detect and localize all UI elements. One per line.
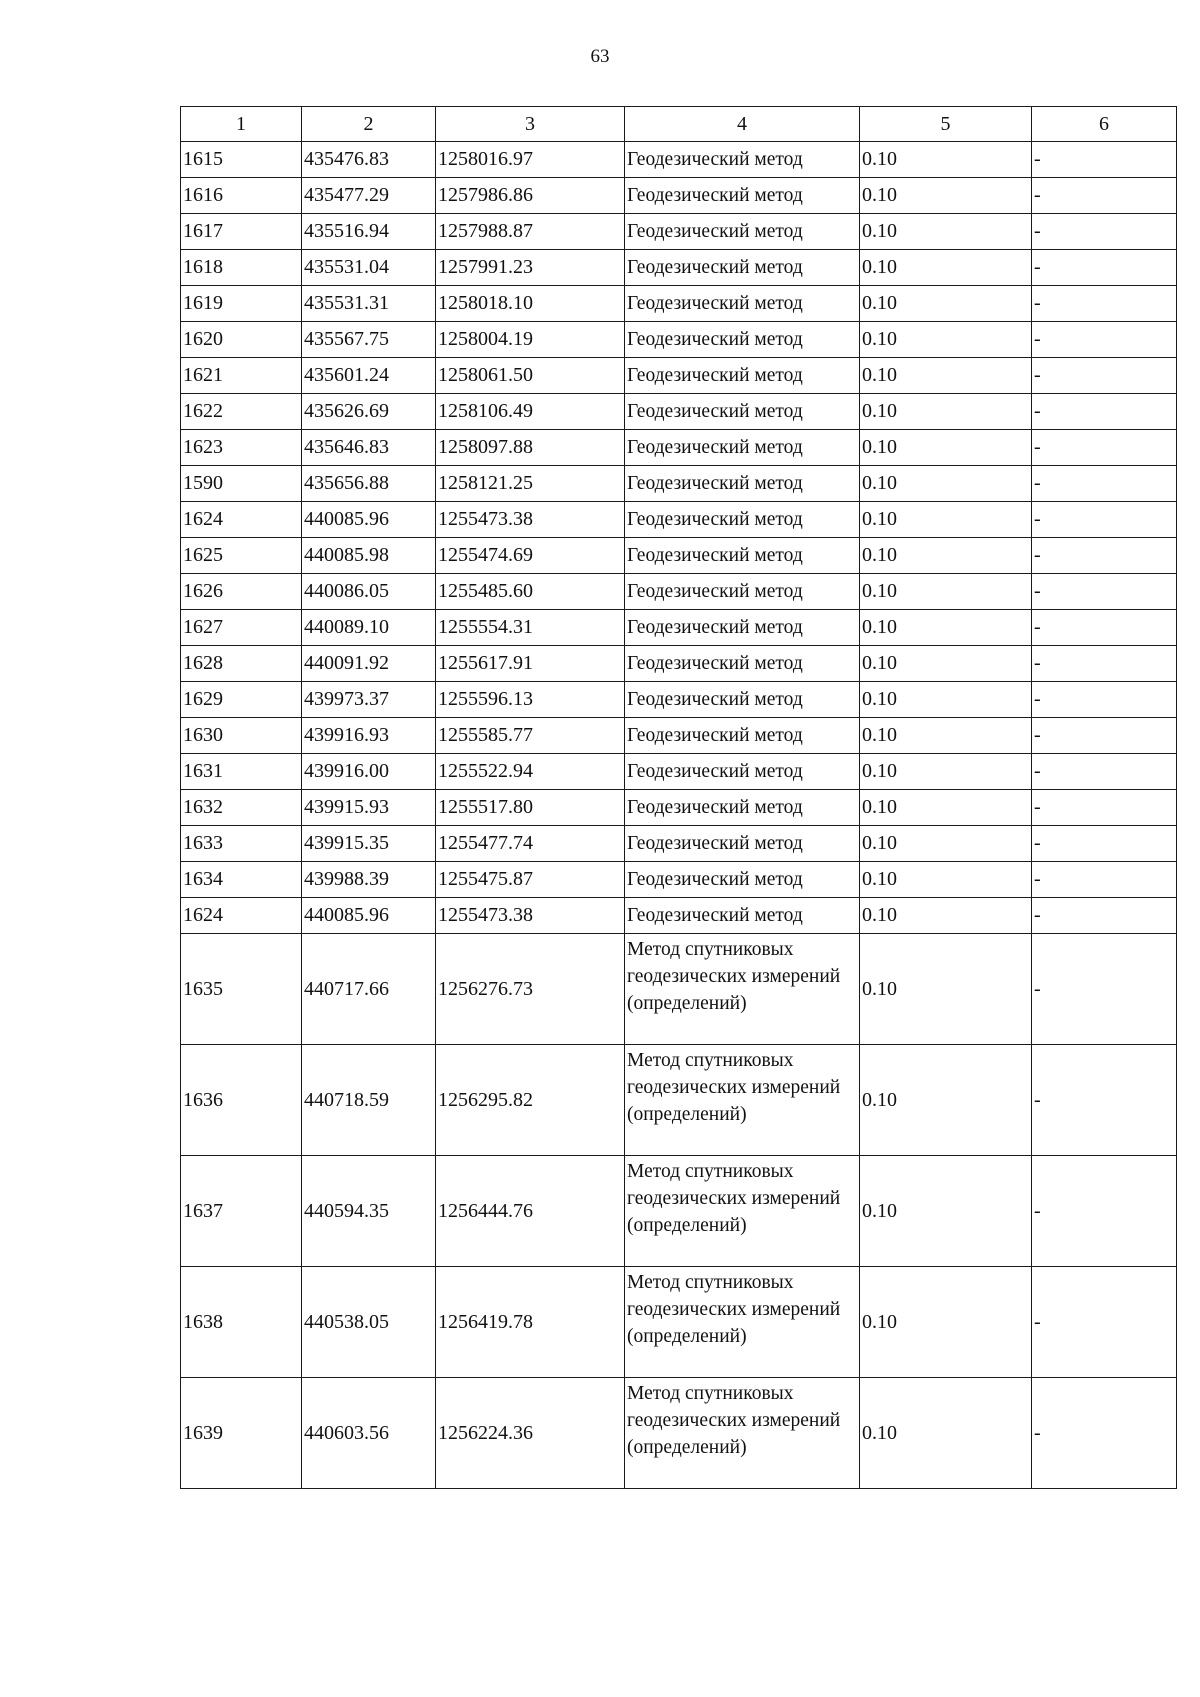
x-coordinate-cell: 435626.69 [302,394,436,430]
table-row [181,394,1177,430]
accuracy-cell: 0.10 [860,1267,1032,1378]
accuracy-cell: 0.10 [860,430,1032,466]
y-coordinate-cell: 1258018.10 [436,286,625,322]
note-cell: - [1032,898,1177,934]
method-cell: Геодезический метод [625,718,860,754]
note-cell: - [1032,862,1177,898]
accuracy-cell: 0.10 [860,1045,1032,1156]
x-coordinate-cell: 439915.93 [302,790,436,826]
note-cell: - [1032,286,1177,322]
column-header: 6 [1032,107,1177,142]
note-cell: - [1032,754,1177,790]
x-coordinate-cell: 440538.05 [302,1267,436,1378]
x-coordinate-cell: 439916.93 [302,718,436,754]
method-cell: Геодезический метод [625,250,860,286]
point-number-cell: 1626 [181,574,302,610]
table-row [181,934,1177,1045]
method-cell: Геодезический метод [625,394,860,430]
method-cell: Метод спутниковых геодезических измерений (определений) [625,1378,860,1489]
accuracy-cell: 0.10 [860,1378,1032,1489]
y-coordinate-cell: 1255474.69 [436,538,625,574]
x-coordinate-cell: 440085.96 [302,502,436,538]
accuracy-cell: 0.10 [860,394,1032,430]
y-coordinate-cell: 1258121.25 [436,466,625,502]
note-cell: - [1032,178,1177,214]
column-header: 3 [436,107,625,142]
accuracy-cell: 0.10 [860,466,1032,502]
x-coordinate-cell: 439915.35 [302,826,436,862]
x-coordinate-cell: 440086.05 [302,574,436,610]
x-coordinate-cell: 440089.10 [302,610,436,646]
point-number-cell: 1624 [181,502,302,538]
note-cell: - [1032,430,1177,466]
y-coordinate-cell: 1256295.82 [436,1045,625,1156]
method-cell: Метод спутниковых геодезических измерений (определений) [625,1267,860,1378]
accuracy-cell: 0.10 [860,574,1032,610]
x-coordinate-cell: 435477.29 [302,178,436,214]
method-cell: Геодезический метод [625,646,860,682]
method-cell: Геодезический метод [625,862,860,898]
x-coordinate-cell: 439973.37 [302,682,436,718]
x-coordinate-cell: 440603.56 [302,1378,436,1489]
note-cell: - [1032,142,1177,178]
note-cell: - [1032,214,1177,250]
accuracy-cell: 0.10 [860,754,1032,790]
column-header: 4 [625,107,860,142]
x-coordinate-cell: 440717.66 [302,934,436,1045]
accuracy-cell: 0.10 [860,1156,1032,1267]
accuracy-cell: 0.10 [860,142,1032,178]
point-number-cell: 1634 [181,862,302,898]
note-cell: - [1032,466,1177,502]
point-number-cell: 1624 [181,898,302,934]
point-number-cell: 1627 [181,610,302,646]
point-number-cell: 1619 [181,286,302,322]
point-number-cell: 1620 [181,322,302,358]
table-row [181,286,1177,322]
accuracy-cell: 0.10 [860,214,1032,250]
y-coordinate-cell: 1258016.97 [436,142,625,178]
column-header: 1 [181,107,302,142]
x-coordinate-cell: 435516.94 [302,214,436,250]
point-number-cell: 1615 [181,142,302,178]
note-cell: - [1032,502,1177,538]
method-cell: Геодезический метод [625,790,860,826]
x-coordinate-cell: 435476.83 [302,142,436,178]
note-cell: - [1032,934,1177,1045]
note-cell: - [1032,1045,1177,1156]
note-cell: - [1032,250,1177,286]
method-cell: Геодезический метод [625,466,860,502]
accuracy-cell: 0.10 [860,322,1032,358]
x-coordinate-cell: 440085.96 [302,898,436,934]
y-coordinate-cell: 1255554.31 [436,610,625,646]
method-cell: Метод спутниковых геодезических измерений (определений) [625,1156,860,1267]
table-row [181,322,1177,358]
y-coordinate-cell: 1255475.87 [436,862,625,898]
table-row [181,250,1177,286]
method-cell: Геодезический метод [625,178,860,214]
table-row [181,646,1177,682]
note-cell: - [1032,646,1177,682]
accuracy-cell: 0.10 [860,178,1032,214]
x-coordinate-cell: 440594.35 [302,1156,436,1267]
accuracy-cell: 0.10 [860,502,1032,538]
note-cell: - [1032,682,1177,718]
table-row [181,538,1177,574]
method-cell: Геодезический метод [625,754,860,790]
point-number-cell: 1635 [181,934,302,1045]
method-cell: Геодезический метод [625,502,860,538]
table-row [181,754,1177,790]
accuracy-cell: 0.10 [860,286,1032,322]
table-row [181,826,1177,862]
y-coordinate-cell: 1255585.77 [436,718,625,754]
accuracy-cell: 0.10 [860,898,1032,934]
x-coordinate-cell: 435646.83 [302,430,436,466]
column-header: 2 [302,107,436,142]
accuracy-cell: 0.10 [860,250,1032,286]
point-number-cell: 1616 [181,178,302,214]
accuracy-cell: 0.10 [860,790,1032,826]
header-row [181,107,1177,142]
accuracy-cell: 0.10 [860,646,1032,682]
point-number-cell: 1637 [181,1156,302,1267]
note-cell: - [1032,358,1177,394]
method-cell: Геодезический метод [625,682,860,718]
y-coordinate-cell: 1255517.80 [436,790,625,826]
point-number-cell: 1638 [181,1267,302,1378]
note-cell: - [1032,790,1177,826]
y-coordinate-cell: 1257986.86 [436,178,625,214]
table-row [181,790,1177,826]
point-number-cell: 1628 [181,646,302,682]
y-coordinate-cell: 1255473.38 [436,898,625,934]
table-row [181,718,1177,754]
accuracy-cell: 0.10 [860,358,1032,394]
y-coordinate-cell: 1256276.73 [436,934,625,1045]
y-coordinate-cell: 1258061.50 [436,358,625,394]
method-cell: Геодезический метод [625,826,860,862]
point-number-cell: 1632 [181,790,302,826]
accuracy-cell: 0.10 [860,682,1032,718]
table-row [181,862,1177,898]
accuracy-cell: 0.10 [860,718,1032,754]
method-cell: Геодезический метод [625,142,860,178]
method-cell: Геодезический метод [625,214,860,250]
point-number-cell: 1618 [181,250,302,286]
method-cell: Геодезический метод [625,610,860,646]
method-cell: Геодезический метод [625,286,860,322]
table-row [181,574,1177,610]
method-cell: Геодезический метод [625,574,860,610]
point-number-cell: 1636 [181,1045,302,1156]
point-number-cell: 1629 [181,682,302,718]
method-cell: Геодезический метод [625,430,860,466]
y-coordinate-cell: 1257988.87 [436,214,625,250]
x-coordinate-cell: 440085.98 [302,538,436,574]
table-row [181,430,1177,466]
y-coordinate-cell: 1255473.38 [436,502,625,538]
x-coordinate-cell: 439916.00 [302,754,436,790]
y-coordinate-cell: 1258097.88 [436,430,625,466]
x-coordinate-cell: 435656.88 [302,466,436,502]
table-row [181,1045,1177,1156]
column-header: 5 [860,107,1032,142]
accuracy-cell: 0.10 [860,934,1032,1045]
x-coordinate-cell: 435567.75 [302,322,436,358]
note-cell: - [1032,322,1177,358]
y-coordinate-cell: 1255477.74 [436,826,625,862]
note-cell: - [1032,1378,1177,1489]
method-cell: Геодезический метод [625,538,860,574]
point-number-cell: 1590 [181,466,302,502]
accuracy-cell: 0.10 [860,538,1032,574]
point-number-cell: 1633 [181,826,302,862]
y-coordinate-cell: 1255596.13 [436,682,625,718]
method-cell: Геодезический метод [625,358,860,394]
x-coordinate-cell: 439988.39 [302,862,436,898]
y-coordinate-cell: 1256444.76 [436,1156,625,1267]
table-row [181,898,1177,934]
accuracy-cell: 0.10 [860,610,1032,646]
table-row [181,610,1177,646]
note-cell: - [1032,826,1177,862]
point-number-cell: 1617 [181,214,302,250]
method-cell: Геодезический метод [625,898,860,934]
table-row [181,502,1177,538]
table-row [181,682,1177,718]
y-coordinate-cell: 1258004.19 [436,322,625,358]
table-row [181,358,1177,394]
note-cell: - [1032,610,1177,646]
point-number-cell: 1631 [181,754,302,790]
method-cell: Метод спутниковых геодезических измерений (определений) [625,934,860,1045]
table-row [181,1267,1177,1378]
x-coordinate-cell: 435531.04 [302,250,436,286]
point-number-cell: 1630 [181,718,302,754]
y-coordinate-cell: 1255485.60 [436,574,625,610]
method-cell: Геодезический метод [625,322,860,358]
point-number-cell: 1623 [181,430,302,466]
note-cell: - [1032,1267,1177,1378]
note-cell: - [1032,718,1177,754]
y-coordinate-cell: 1258106.49 [436,394,625,430]
table-row [181,1156,1177,1267]
table-body [181,142,1177,1489]
point-number-cell: 1621 [181,358,302,394]
x-coordinate-cell: 435531.31 [302,286,436,322]
accuracy-cell: 0.10 [860,826,1032,862]
table-row [181,466,1177,502]
y-coordinate-cell: 1255522.94 [436,754,625,790]
accuracy-cell: 0.10 [860,862,1032,898]
point-number-cell: 1625 [181,538,302,574]
note-cell: - [1032,538,1177,574]
note-cell: - [1032,394,1177,430]
x-coordinate-cell: 440091.92 [302,646,436,682]
y-coordinate-cell: 1257991.23 [436,250,625,286]
y-coordinate-cell: 1255617.91 [436,646,625,682]
point-number-cell: 1622 [181,394,302,430]
note-cell: - [1032,1156,1177,1267]
x-coordinate-cell: 440718.59 [302,1045,436,1156]
note-cell: - [1032,574,1177,610]
method-cell: Метод спутниковых геодезических измерений (определений) [625,1045,860,1156]
page-number: 63 [590,46,610,67]
point-number-cell: 1639 [181,1378,302,1489]
table-row [181,214,1177,250]
table-row [181,178,1177,214]
y-coordinate-cell: 1256419.78 [436,1267,625,1378]
x-coordinate-cell: 435601.24 [302,358,436,394]
y-coordinate-cell: 1256224.36 [436,1378,625,1489]
coordinates-table [180,106,1177,1489]
table-row [181,1378,1177,1489]
table-row [181,142,1177,178]
